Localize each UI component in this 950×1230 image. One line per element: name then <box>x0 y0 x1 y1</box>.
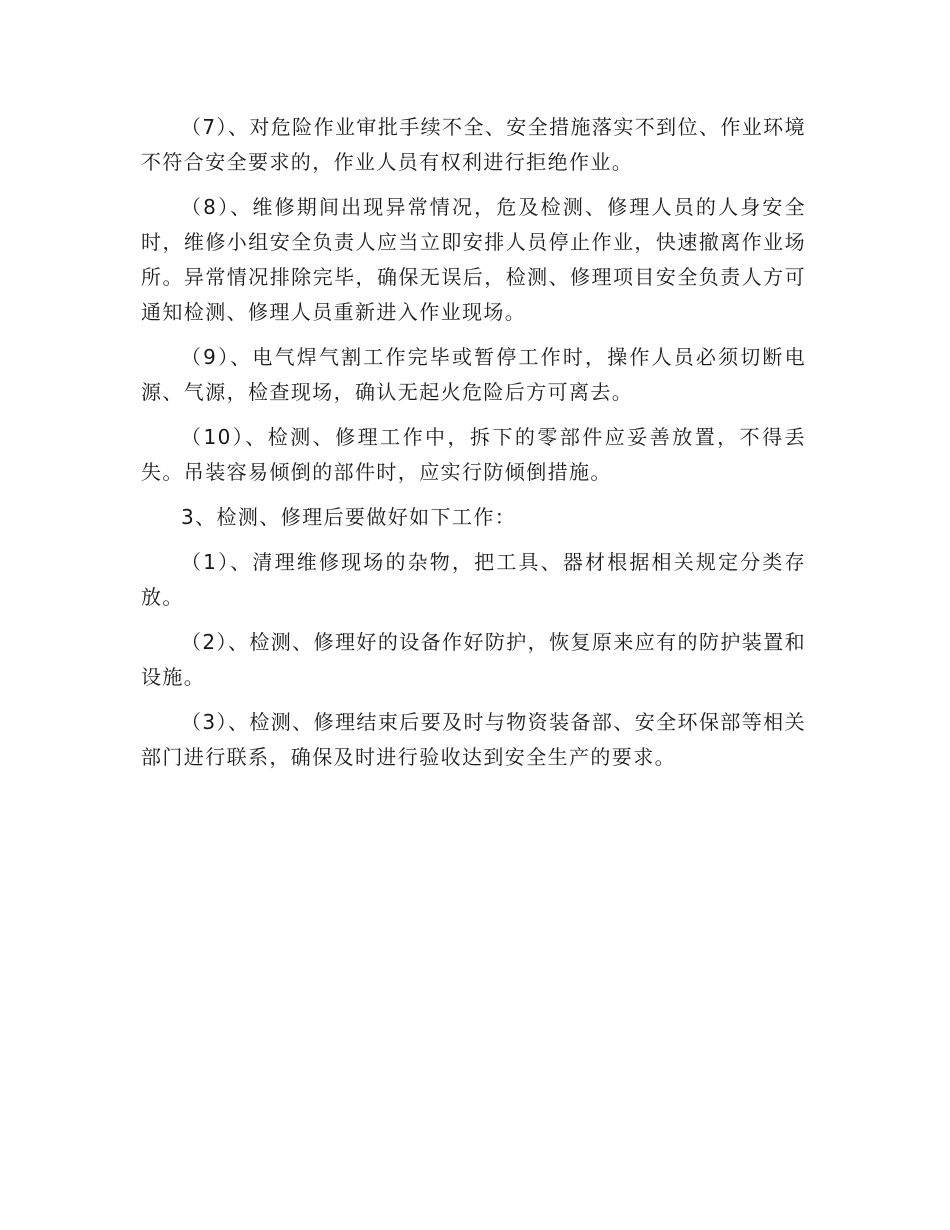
paragraph-item-1: （1）、清理维修现场的杂物，把工具、器材根据相关规定分类存放。 <box>141 550 806 609</box>
paragraph-item-7: （7）、对危险作业审批手续不全、安全措施落实不到位、作业环境不符合安全要求的，作业人员有权利进行拒绝作业。 <box>141 115 806 174</box>
document-body <box>141 110 806 775</box>
section-heading-3: 3、检测、修理后要做好如下工作： <box>181 505 517 529</box>
paragraph-item-10: （10）、检测、修理工作中，拆下的零部件应妥善放置，不得丢失。吊装容易倾倒的部件时，应实行防倾倒措施。 <box>141 425 806 484</box>
paragraph-item-2: （2）、检测、修理好的设备作好防护，恢复原来应有的防护装置和设施。 <box>141 630 806 689</box>
paragraph-item-8: （8）、维修期间出现异常情况，危及检测、修理人员的人身安全时，维修小组安全负责人应当立即安排人员停止作业，快速撤离作业场所。异常情况排除完毕，确保无误后，检测、修理项目安全负责人方可通知检测、修理人员重新进入作业现场。 <box>141 195 806 324</box>
paragraph-item-3: （3）、检测、修理结束后要及时与物资装备部、安全环保部等相关部门进行联系，确保及时进行验收达到安全生产的要求。 <box>141 710 806 769</box>
paragraph-item-9: （9）、电气焊气割工作完毕或暂停工作时，操作人员必须切断电源、气源，检查现场，确认无起火危险后方可离去。 <box>141 345 806 404</box>
